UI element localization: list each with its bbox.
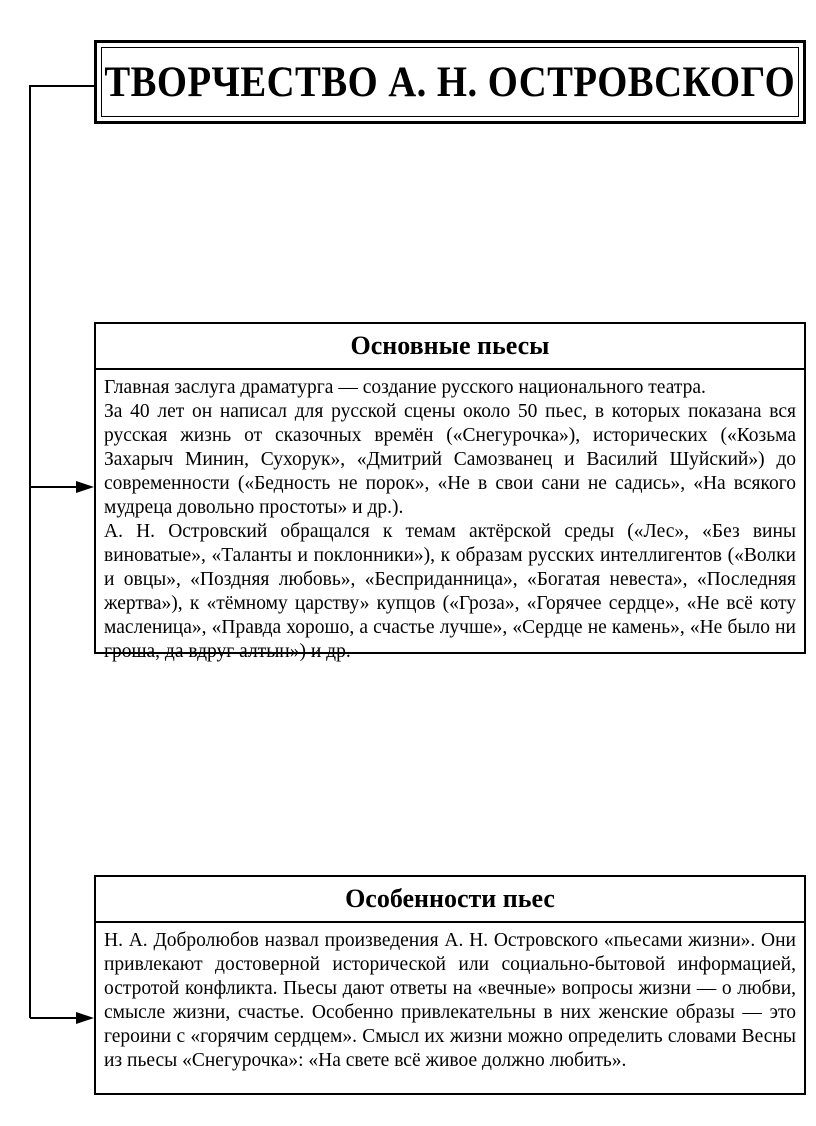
arrowhead-icon <box>76 1012 94 1024</box>
trunk-line <box>30 86 94 1018</box>
title-frame <box>101 47 799 117</box>
features-text <box>96 923 804 1077</box>
main-plays-text <box>96 370 804 668</box>
page-title: ТВОРЧЕСТВО А. Н. ОСТРОВСКОГО <box>104 58 796 106</box>
paragraph: Главная заслуга драматурга — создание русского национального театра. <box>104 377 706 398</box>
features-heading: Особенности пьес <box>96 877 804 923</box>
arrowhead-icon <box>76 481 94 493</box>
paragraph: А. Н. Островский обращался к темам актёрской среды («Лес», «Без вины виноватые», «Таланты и поклонники»), к образам русских интеллигентов («Волки и овцы», «Поздняя любовь», «Бесприданница», «Богатая невеста», «Последняя жертва»), к «тёмному царству» купцов («Гроза», «Горячее сердце», «Не всё коту масленица», «Правда хорошо, а счастье лучше», «Сердце не камень», «Не было ни гроша, да вдруг алтын») и др. <box>104 521 796 662</box>
paragraph: Н. А. Добролюбов назвал произведения А. Н. Островского «пьесами жизни». Они привлекают достоверной исторической или социально-бытовой информацией, остротой конфликта. Пьесы дают ответы на «вечные» вопросы жизни — о любви, смысле жизни, счастье. Особенно привлекательны в них женские образы — это героини с «горячим сердцем». Смысл их жизни можно определить словами Весны из пьесы «Снегурочка»: «На свете всё живое должно любить». <box>104 930 796 1071</box>
paragraph: За 40 лет он написал для русской сцены около 50 пьес, в которых показана вся русская жизнь от сказочных времён («Снегурочка»), исторических («Козьма Захарыч Минин, Сухорук», «Дмитрий Самозванец и Василий Шуйский») до современности («Бедность не порок», «Не в свои сани не садись», «На всякого мудреца довольно простоты» и др.). <box>104 401 796 518</box>
main-plays-box <box>94 322 806 662</box>
main-plays-heading: Основные пьесы <box>96 324 804 370</box>
title-box <box>94 40 806 124</box>
features-box <box>94 875 806 1095</box>
